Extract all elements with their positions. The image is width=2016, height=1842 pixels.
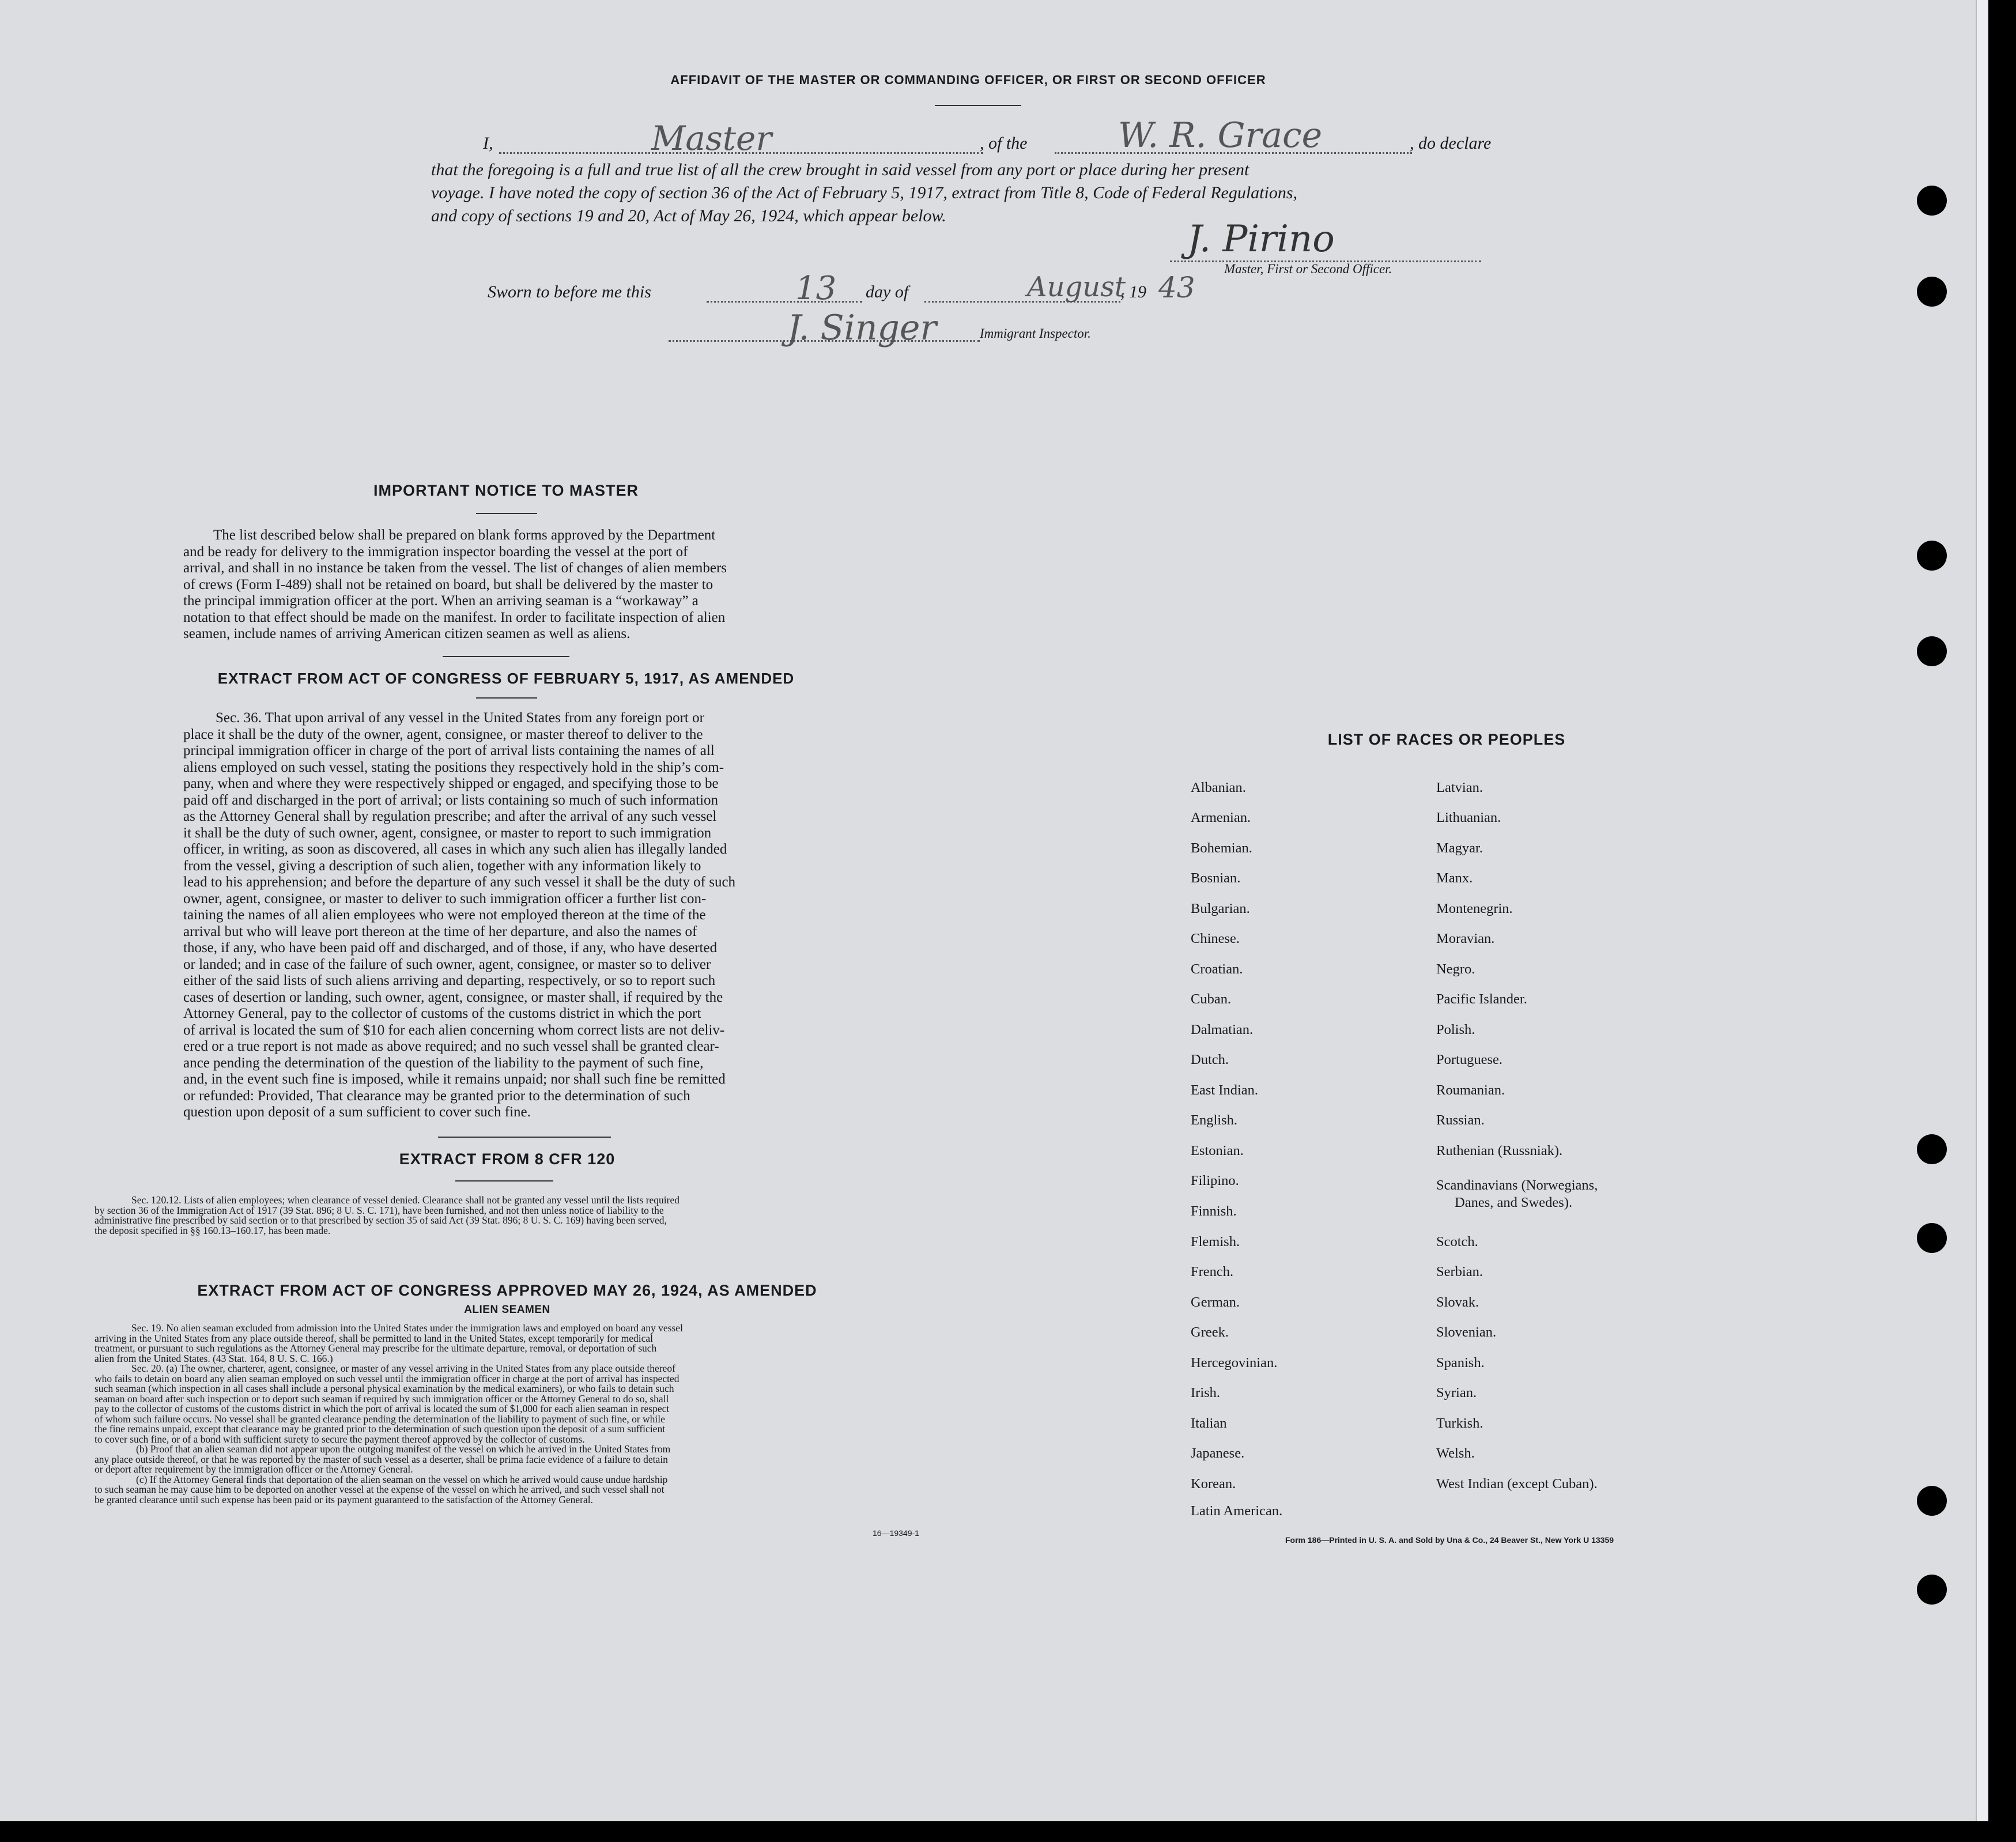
day-handwriting: 13 <box>795 270 837 307</box>
act1924-line: who fails to detain on board any alien seaman employed on such vessel until the immigration officer in charge at the port of arrival has inspected <box>95 1372 679 1384</box>
act1924-line: to such seaman he may cause him to be deported on another vessel at the expense of the vessel on which he arrived, and such vessel shall not <box>95 1484 665 1495</box>
race-item: Syrian. <box>1436 1385 1477 1401</box>
year-label: , 19 <box>1120 282 1146 301</box>
cfr-line: administrative fine prescribed by said section or to that prescribed by section 35 of said Act (39 Stat. 896; 8 U. S. C. 169) having been served, <box>95 1214 667 1226</box>
race-item: Negro. <box>1436 961 1475 977</box>
punch-hole <box>1917 277 1947 307</box>
race-item: Pacific Islander. <box>1436 991 1527 1007</box>
race-item: Finnish. <box>1191 1203 1237 1219</box>
act1917-line: of arrival is located the sum of $10 for each alien concerning whom correct lists are not deliv- <box>183 1022 725 1038</box>
race-item: Latin American. <box>1191 1503 1283 1519</box>
signature-caption: Master, First or Second Officer. <box>1224 262 1392 276</box>
act1917-end-rule <box>438 1137 611 1138</box>
punch-hole <box>1917 1223 1947 1253</box>
act1917-line: principal immigration officer in charge of the port of arrival lists containing the names of all <box>183 743 715 758</box>
race-item: Danes, and Swedes). <box>1455 1195 1573 1210</box>
punch-hole <box>1917 1134 1947 1164</box>
race-item: Filipino. <box>1191 1173 1239 1188</box>
vessel-handwriting: W. R. Grace <box>1118 115 1323 156</box>
act1917-line: pany, when and where they were respectively shipped or engaged, and specifying those to be <box>183 776 719 791</box>
notice-line: and be ready for delivery to the immigration inspector boarding the vessel at the port of <box>183 543 688 560</box>
page-edge <box>1976 0 1988 1821</box>
act1917-line: lead to his apprehension; and before the departure of any such vessel it shall be the duty of such <box>183 874 736 890</box>
cfr-title: EXTRACT FROM 8 CFR 120 <box>399 1150 616 1168</box>
act1924-line: or deport after requirement by the immigration officer or the Attorney General. <box>95 1463 413 1475</box>
act1924-subtitle: ALIEN SEAMEN <box>464 1304 550 1316</box>
act1924-line: pay to the collector of customs of the customs district in which the port of arrival is located the sum of $1,000 for each alien seaman in respect <box>95 1403 670 1414</box>
race-item: Serbian. <box>1436 1264 1483 1279</box>
race-item: Welsh. <box>1436 1445 1475 1461</box>
race-item: Irish. <box>1191 1385 1221 1401</box>
year-handwriting: 43 <box>1158 271 1195 304</box>
act1924-line: (c) If the Attorney General finds that deportation of the alien seaman on the vessel on which he arrived would cause undue hardship <box>136 1473 668 1485</box>
race-item: Italian <box>1191 1416 1227 1431</box>
notice-line: arrival, and shall in no instance be taken from the vessel. The list of changes of alien members <box>183 560 727 576</box>
act1917-line: Attorney General, pay to the collector of customs of the customs district in which the port <box>183 1006 701 1021</box>
act1917-line: aliens employed on such vessel, stating the positions they respectively hold in the ship’s com- <box>183 759 724 775</box>
race-item: Dalmatian. <box>1191 1022 1254 1037</box>
notice-text <box>183 527 832 643</box>
race-item: Magyar. <box>1436 840 1483 856</box>
act1917-title-rule <box>476 697 537 699</box>
act1924-line: arriving in the United States from any place outside thereof, shall be permitted to land in the United States, except temporarily for medical <box>95 1332 654 1344</box>
notice-line: notation to that effect should be made on the manifest. In order to facilitate inspection of alien <box>183 609 726 625</box>
race-item: Hercegovinian. <box>1191 1355 1278 1371</box>
of-the-label: , of the <box>980 134 1028 153</box>
act1924-code: 16—19349-1 <box>873 1528 919 1538</box>
act1924-line: of whom such failure occurs. No vessel shall be granted clearance pending the determination of the liability to payment of such fine, or while <box>95 1413 665 1425</box>
act1917-line: question upon deposit of a sum sufficient to cover such fine. <box>183 1104 531 1120</box>
act1924-line: Sec. 20. (a) The owner, charterer, agent, consignee, or master of any vessel arriving in the United States from any place outside thereof <box>131 1362 675 1374</box>
act1924-line: Sec. 19. No alien seaman excluded from admission into the United States under the immigration laws and employed on board any vessel <box>131 1322 683 1334</box>
notice-line: the principal immigration officer at the port. When an arriving seaman is a “workaway” a <box>183 593 699 609</box>
notice-line: seamen, include names of arriving American citizen seamen as well as aliens. <box>183 626 631 641</box>
day-line <box>707 301 862 303</box>
race-item: Ruthenian (Russniak). <box>1436 1143 1563 1158</box>
cfr-line: the deposit specified in §§ 160.13–160.17, has been made. <box>95 1224 331 1236</box>
inspector-signature: J. Singer <box>787 308 937 348</box>
act1924-line: treatment, or pursuant to such regulations as the Attorney General may prescribe for the ultimate departure, removal, or deportation of such <box>95 1342 657 1354</box>
punch-hole <box>1917 636 1947 666</box>
race-item: Polish. <box>1436 1022 1475 1037</box>
act1917-line: taining the names of all alien employees who were not employed thereon at the time of the <box>183 907 706 923</box>
race-item: Lithuanian. <box>1436 810 1501 825</box>
race-item: Portuguese. <box>1436 1052 1502 1067</box>
notice-line: The list described below shall be prepared on blank forms approved by the Department <box>213 527 716 543</box>
affidavit-line-3: and copy of sections 19 and 20, Act of May 26, 1924, which appear below. <box>431 206 946 225</box>
day-of-label: day of <box>866 282 909 301</box>
cfr-text <box>95 1195 928 1236</box>
act1924-line: the fine remains unpaid, except that clearance may be granted prior to the determination of such question upon the deposit of a sum sufficient <box>95 1423 666 1435</box>
race-item: Greek. <box>1191 1324 1229 1340</box>
act1924-line: any place outside thereof, or that he was reported by the master of such vessel as a deserter, shall be prima facie evidence of a failure to detain <box>95 1453 668 1465</box>
cfr-title-rule <box>455 1180 553 1182</box>
race-item: Armenian. <box>1191 810 1251 825</box>
act1917-line: from the vessel, giving a description of such alien, together with any information likely to <box>183 858 701 874</box>
form-footer: Form 186—Printed in U. S. A. and Sold by Una & Co., 24 Beaver St., New York U 13359 <box>1285 1535 1614 1545</box>
race-item: Turkish. <box>1436 1416 1483 1431</box>
act1917-text <box>183 710 832 1121</box>
race-item: Russian. <box>1436 1112 1485 1128</box>
act1917-title: EXTRACT FROM ACT OF CONGRESS OF FEBRUARY 5, 1917, AS AMENDED <box>217 670 795 687</box>
race-item: Estonian. <box>1191 1143 1244 1158</box>
master-signature: J. Pirino <box>1187 218 1335 261</box>
act1917-line: officer, in writing, as soon as discovered, all cases in which any such alien has illegally landed <box>183 841 727 857</box>
race-item: German. <box>1191 1294 1240 1310</box>
act1917-line: ance pending the determination of the question of the liability to the payment of such fine, <box>183 1055 704 1071</box>
race-item: Latvian. <box>1436 780 1483 795</box>
notice-end-rule <box>443 656 569 657</box>
race-item: Spanish. <box>1436 1355 1485 1371</box>
punch-hole <box>1917 186 1947 216</box>
cfr-line: by section 36 of the Immigration Act of 1917 (39 Stat. 896; 8 U. S. C. 171), have been furnished, and not then unless notice of liability to the <box>95 1204 664 1216</box>
act1917-line: either of the said lists of such aliens arriving and departing, respectively, or so to report such <box>183 973 716 988</box>
act1924-line: (b) Proof that an alien seaman did not appear upon the outgoing manifest of the vessel on which he arrived in the United States from <box>136 1443 671 1455</box>
act1917-line: ered or a true report is not made as above required; and no such vessel shall be granted clear- <box>183 1039 719 1054</box>
sworn-label: Sworn to before me this <box>488 282 651 301</box>
race-item: Moravian. <box>1436 931 1495 946</box>
cfr-line: Sec. 120.12. Lists of alien employees; when clearance of vessel denied. Clearance shall not be granted any vessel until the lists required <box>131 1194 680 1206</box>
affidavit-title-rule <box>935 105 1021 106</box>
name-handwriting: Master <box>651 119 772 158</box>
race-item: Korean. <box>1191 1476 1236 1492</box>
race-item: Bulgarian. <box>1191 901 1250 916</box>
race-item: Bohemian. <box>1191 840 1252 856</box>
act1917-line: those, if any, who have been paid off and discharged, and of those, if any, who have deserted <box>183 940 718 956</box>
act1917-line: and, in the event such fine is imposed, while it remains unpaid; nor shall such fine be remitted <box>183 1071 726 1087</box>
act1924-line: be granted clearance until such expense has been paid or its payment guaranteed to the satisfaction of the Attorney General. <box>95 1493 593 1505</box>
inspector-caption: Immigrant Inspector. <box>980 326 1091 341</box>
affidavit-line-2: voyage. I have noted the copy of section 36 of the Act of February 5, 1917, extract from Title 8, Code of Federal Regulations, <box>431 183 1298 202</box>
act1917-line: or refunded: Provided, That clearance may be granted prior to the determination of such <box>183 1088 690 1104</box>
act1917-line: Sec. 36. That upon arrival of any vessel in the United States from any foreign port or <box>216 710 704 726</box>
notice-line: of crews (Form I-489) shall not be retained on board, but shall be delivered by the master to <box>183 576 713 592</box>
race-item: Chinese. <box>1191 931 1240 946</box>
act1924-title: EXTRACT FROM ACT OF CONGRESS APPROVED MAY 26, 1924, AS AMENDED <box>197 1282 817 1299</box>
race-item: Slovenian. <box>1436 1324 1497 1340</box>
act1917-line: it shall be the duty of such owner, agent, consignee, or master to report to such immigration <box>183 825 712 841</box>
races-title: LIST OF RACES OR PEOPLES <box>1327 731 1566 748</box>
act1924-line: seaman on board after such inspection or to deport such seaman if required by such immigration officer or the Attorney General to do so, shall <box>95 1392 669 1405</box>
race-item: Scandinavians (Norwegians, <box>1436 1177 1598 1193</box>
punch-hole <box>1917 1486 1947 1516</box>
i-label: I, <box>483 134 493 153</box>
race-item: Slovak. <box>1436 1294 1479 1310</box>
race-item: English. <box>1191 1112 1237 1128</box>
act1917-line: or landed; and in case of the failure of such owner, agent, consignee, or master so to deliver <box>183 956 711 972</box>
month-handwriting: August <box>1027 271 1126 303</box>
act1924-text <box>95 1323 928 1505</box>
act1917-line: place it shall be the duty of the owner, agent, consignee, or master thereof to deliver to the <box>183 726 703 742</box>
race-item: French. <box>1191 1264 1234 1279</box>
race-item: Cuban. <box>1191 991 1232 1007</box>
race-item: Croatian. <box>1191 961 1243 977</box>
race-item: Japanese. <box>1191 1445 1245 1461</box>
race-item: Dutch. <box>1191 1052 1229 1067</box>
punch-hole <box>1917 1575 1947 1605</box>
race-item: West Indian (except Cuban). <box>1436 1476 1598 1492</box>
notice-title: IMPORTANT NOTICE TO MASTER <box>373 482 639 499</box>
act1917-line: arrival but who will leave port thereon at the time of her departure, and also the names of <box>183 923 697 939</box>
race-item: Scotch. <box>1436 1234 1478 1250</box>
act1917-line: as the Attorney General shall by regulation prescribe; and after the arrival of any such vessel <box>183 809 717 824</box>
act1917-line: cases of desertion or landing, such owner, agent, consignee, or master shall, if required by the <box>183 989 723 1005</box>
race-item: East Indian. <box>1191 1082 1259 1098</box>
punch-hole <box>1917 541 1947 571</box>
race-item: Montenegrin. <box>1436 901 1513 916</box>
act1924-line: alien from the United States. (43 Stat. 164, 8 U. S. C. 166.) <box>95 1352 333 1364</box>
race-item: Albanian. <box>1191 780 1246 795</box>
act1924-line: such seaman (which inspection in all cases shall include a personal physical examination by the medical examiners), or who fails to detain such <box>95 1383 674 1394</box>
notice-title-rule <box>476 513 537 514</box>
race-item: Manx. <box>1436 870 1473 886</box>
act1917-line: owner, agent, consignee, or master to deliver to such immigration officer a further list con- <box>183 890 707 907</box>
affidavit-title: AFFIDAVIT OF THE MASTER OR COMMANDING OFFICER, OR FIRST OR SECOND OFFICER <box>670 73 1266 87</box>
act1924-line: to cover such fine, or of a bond with sufficient surety to secure the payment thereof approved by the collector of customs. <box>95 1433 585 1445</box>
race-item: Bosnian. <box>1191 870 1241 886</box>
race-item: Roumanian. <box>1436 1082 1505 1098</box>
declare-label: , do declare <box>1410 134 1492 153</box>
race-item: Flemish. <box>1191 1234 1240 1250</box>
affidavit-line-1: that the foregoing is a full and true list of all the crew brought in said vessel from any port or place during her present <box>431 160 1249 179</box>
act1917-line: paid off and discharged in the port of arrival; or lists containing so much of such information <box>183 792 719 808</box>
